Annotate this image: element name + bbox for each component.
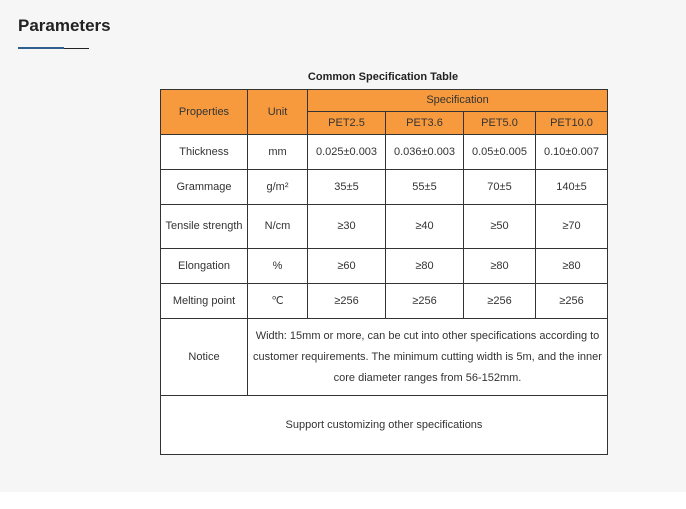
row-property: Thickness (161, 135, 248, 170)
row-property: Elongation (161, 249, 248, 284)
row-unit: ℃ (248, 284, 308, 319)
row-value: 55±5 (386, 170, 464, 205)
heading-underline-accent (18, 47, 64, 49)
table-row (161, 135, 608, 170)
row-value: 35±5 (308, 170, 386, 205)
header-specification: Specification (308, 90, 608, 112)
row-value: 0.025±0.003 (308, 135, 386, 170)
row-value: 70±5 (464, 170, 536, 205)
row-unit: mm (248, 135, 308, 170)
header-model: PET3.6 (386, 112, 464, 135)
row-value: ≥256 (308, 284, 386, 319)
row-value: ≥256 (386, 284, 464, 319)
row-property: Grammage (161, 170, 248, 205)
row-value: ≥256 (464, 284, 536, 319)
row-unit: N/cm (248, 205, 308, 249)
row-value: 0.05±0.005 (464, 135, 536, 170)
row-value: ≥60 (308, 249, 386, 284)
row-value: ≥80 (386, 249, 464, 284)
row-value: ≥40 (386, 205, 464, 249)
specification-table (160, 89, 608, 455)
table-title: Common Specification Table (307, 71, 459, 83)
row-value: 140±5 (536, 170, 608, 205)
header-unit: Unit (248, 90, 308, 135)
header-properties: Properties (161, 90, 248, 135)
notice-row (161, 319, 608, 396)
row-value: 0.10±0.007 (536, 135, 608, 170)
footer-note: Support customizing other specifications (161, 396, 608, 455)
row-value: ≥256 (536, 284, 608, 319)
section-heading: Parameters (18, 16, 111, 35)
header-model: PET2.5 (308, 112, 386, 135)
row-property: Tensile strength (161, 205, 248, 249)
row-property: Melting point (161, 284, 248, 319)
table-row (161, 284, 608, 319)
table-row (161, 249, 608, 284)
header-model: PET10.0 (536, 112, 608, 135)
header-row-1 (161, 90, 608, 112)
header-model: PET5.0 (464, 112, 536, 135)
row-unit: % (248, 249, 308, 284)
row-value: ≥80 (464, 249, 536, 284)
notice-label: Notice (161, 319, 248, 396)
row-unit: g/m² (248, 170, 308, 205)
notice-text: Width: 15mm or more, can be cut into other specifications according to customer requirements. The minimum cutting width is 5m, and the inner core diameter ranges from 56-152mm. (248, 319, 608, 396)
footer-row (161, 396, 608, 455)
row-value: ≥70 (536, 205, 608, 249)
row-value: ≥50 (464, 205, 536, 249)
row-value: ≥30 (308, 205, 386, 249)
row-value: ≥80 (536, 249, 608, 284)
heading-underline (18, 48, 89, 49)
table-row (161, 205, 608, 249)
table-row (161, 170, 608, 205)
row-value: 0.036±0.003 (386, 135, 464, 170)
